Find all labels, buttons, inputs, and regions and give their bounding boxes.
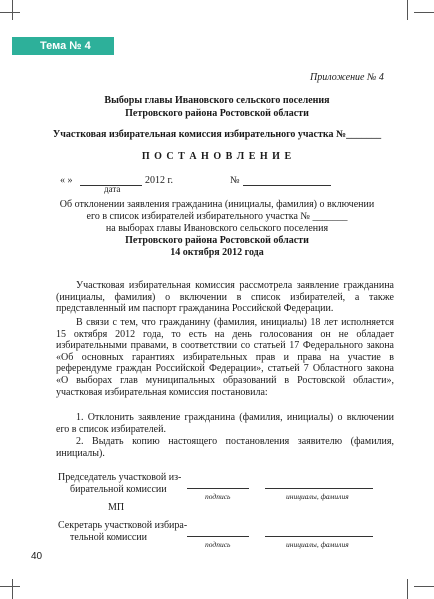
- secretary-name-caption: инициалы, фамилия: [286, 540, 349, 549]
- body-paragraph-2: В связи с тем, что гражданину (фамилия, инициалы) 18 лет исполняется 15 октября 2012 года, то есть на день голосования он не обладает избирательными правами, в соответствии со статьей 17 Федерального закона «Об основных гарантиях избирательных прав и права на участие в референдуме граждан Российской Федерации», статьей 7 Областного закона «О выборах глав муниципальных образований в Ростовской области», участковая избирательная комиссия постановила:: [56, 317, 394, 398]
- secretary-label-line2: тельной комиссии: [70, 532, 147, 543]
- page-number: 40: [31, 551, 43, 562]
- crop-mark: [0, 586, 20, 587]
- secretary-name-line: [265, 536, 373, 537]
- chair-name-caption: инициалы, фамилия: [286, 492, 349, 501]
- body-paragraph-3: 1. Отклонить заявление гражданина (фамилия, инициалы) о включении его в список избирателей.: [56, 412, 394, 435]
- crop-mark: [407, 579, 408, 599]
- crop-mark: [407, 0, 408, 20]
- subject-line5: 14 октября 2012 года: [170, 247, 264, 258]
- crop-mark: [414, 586, 434, 587]
- chair-label-line1: Председатель участковой из-: [58, 472, 182, 483]
- subject-line1: Об отклонении заявления гражданина (инициалы, фамилия) о включении: [59, 199, 375, 210]
- subject-line4: Петровского района Ростовской области: [125, 235, 309, 246]
- secretary-sign-caption: подпись: [205, 540, 231, 549]
- crop-mark: [0, 12, 20, 13]
- secretary-label-line1: Секретарь участковой избира-: [58, 520, 188, 531]
- body-paragraph-1: Участковая избирательная комиссия рассмотрела заявление гражданина (инициалы, фамилия) о включении в список избирателей, а также представленный им паспорт гражданина Российской Федерации.: [56, 280, 394, 315]
- chair-name-line: [265, 488, 373, 489]
- document-type: П О С Т А Н О В Л Е Н И Е: [141, 151, 293, 162]
- commission-title: Участковая избирательная комиссия избирательного участка №_______: [52, 129, 382, 140]
- crop-mark: [12, 579, 13, 599]
- subject-line2: его в список избирателей избирательного участка № _______: [86, 211, 348, 222]
- crop-mark: [414, 12, 434, 13]
- appendix-label: Приложение № 4: [310, 72, 384, 83]
- crop-mark: [12, 0, 13, 20]
- election-title-line2: Петровского района Ростовской области: [125, 108, 309, 119]
- secretary-signature-line: [187, 536, 249, 537]
- election-title-line1: Выборы главы Ивановского сельского поселения: [104, 95, 330, 106]
- topic-banner: Тема № 4: [12, 37, 114, 55]
- date-quotes: « »: [60, 175, 73, 186]
- number-sign: №: [230, 175, 240, 186]
- stamp-place: МП: [108, 502, 125, 513]
- date-year: 2012 г.: [145, 175, 173, 186]
- chair-signature-line: [187, 488, 249, 489]
- body-paragraph-4: 2. Выдать копию настоящего постановления заявителю (фамилия, инициалы).: [56, 436, 394, 459]
- number-blank-line: [243, 185, 331, 186]
- chair-sign-caption: подпись: [205, 492, 231, 501]
- date-caption: дата: [104, 184, 121, 194]
- subject-line3: на выборах главы Ивановского сельского поселения: [105, 223, 329, 234]
- chair-label-line2: бирательной комиссии: [70, 484, 167, 495]
